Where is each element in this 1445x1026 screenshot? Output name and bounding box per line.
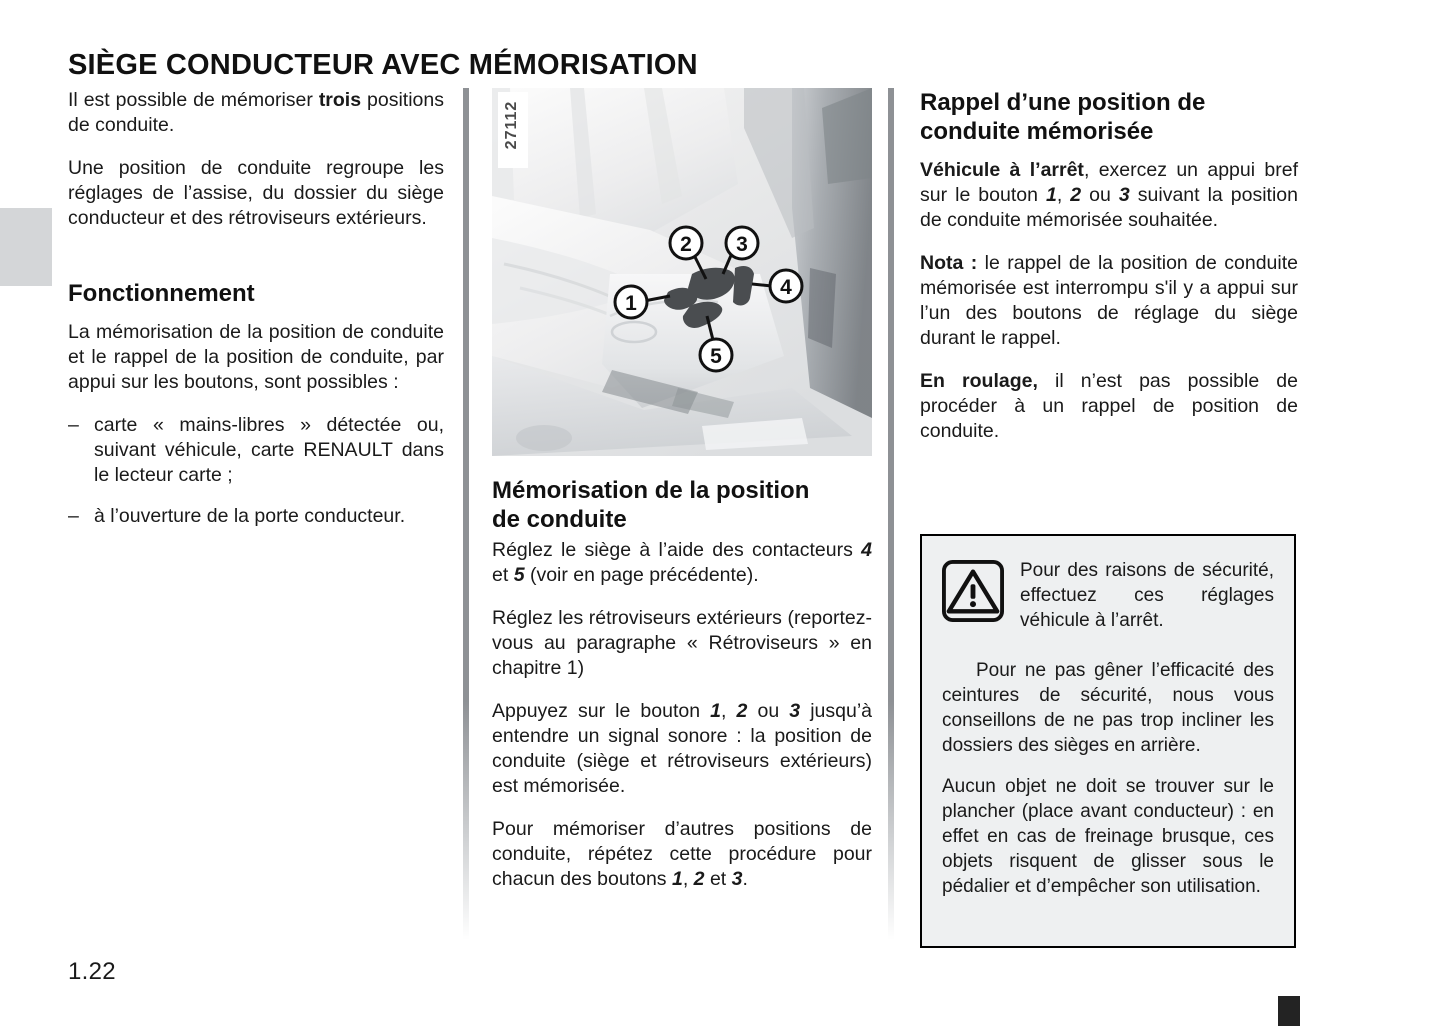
chapter-tab-marker <box>0 208 52 286</box>
column-divider-right <box>888 88 894 940</box>
mem-p1-c: (voir en page précédente). <box>524 564 759 586</box>
svg-text:2: 2 <box>680 233 692 256</box>
mem-p1-b: et <box>492 564 514 586</box>
rappel-p1-num-1: 1 <box>1045 184 1057 206</box>
svg-text:5: 5 <box>710 345 722 368</box>
heading-rappel <box>920 88 1298 146</box>
mem-p3-d: jusqu’à entendre un signal sonore : la position de conduite (siège et rétroviseurs extérieurs) est mémorisée. <box>492 700 873 797</box>
memorisation-paragraph-4 <box>492 817 872 892</box>
svg-text:1: 1 <box>625 292 637 315</box>
seat-photo-illustration <box>492 88 872 456</box>
safety-warning-box <box>920 534 1296 948</box>
intro-paragraph-1 <box>68 88 444 138</box>
rappel-paragraph-roulage <box>920 369 1298 444</box>
mem-p4-a: Pour mémoriser d’autres positions de conduite, répétez cette procédure pour chacun des boutons <box>492 818 872 890</box>
mem-p4-c: et <box>704 868 732 890</box>
heading-memorisation-line2: de conduite <box>492 506 627 533</box>
mem-p3-a: Appuyez sur le bouton <box>492 700 711 722</box>
nota-label: Nota : <box>920 252 978 274</box>
rappel-p1-num-2: 2 <box>1070 184 1082 206</box>
rappel-p1-b: , <box>1056 184 1071 206</box>
mem-p3-num-3: 3 <box>789 700 801 722</box>
mem-p4-num-3: 3 <box>731 868 743 890</box>
list-item-label: carte « mains-libres » détectée ou, suivant véhicule, carte RENAULT dans le lecteur carte ; <box>94 414 444 486</box>
svg-text:3: 3 <box>736 233 748 256</box>
heading-rappel-line1: Rappel d’une position de <box>920 89 1206 116</box>
memorisation-paragraph-1 <box>492 538 872 588</box>
mem-p4-d: . <box>742 868 748 890</box>
mem-p4-b: , <box>682 868 694 890</box>
callout-3 <box>726 227 758 259</box>
rappel-p1-c: ou <box>1081 184 1119 206</box>
callout-1 <box>615 286 647 318</box>
intro-p1-part-a: Il est possible de mémoriser <box>68 89 319 111</box>
heading-rappel-line2: conduite mémorisée <box>920 118 1154 145</box>
nota-text: le rappel de la position de conduite mémorisée est interrompu s'il y a appui sur l’un des boutons de réglage du siège durant le rappel. <box>920 252 1298 349</box>
page-number: 1.22 <box>68 958 116 985</box>
column-divider-left <box>463 88 469 940</box>
rappel-p1-a: , exercez un appui bref sur le bouton <box>920 159 1299 206</box>
page-corner-marker <box>1278 996 1300 1026</box>
left-column <box>68 88 444 545</box>
warning-triangle-icon <box>942 560 1004 622</box>
list-item-label: à l’ouverture de la porte conducteur. <box>94 505 406 527</box>
heading-memorisation <box>492 476 872 534</box>
middle-column <box>492 88 872 892</box>
rappel-paragraph-nota <box>920 251 1298 351</box>
mem-p4-num-2: 2 <box>693 868 705 890</box>
intro-p1-bold: trois <box>318 89 362 111</box>
intro-paragraph-2: Une position de conduite regroupe les réglages de l’assise, du dossier du siège conducteur et des rétroviseurs extérieurs. <box>68 157 444 229</box>
rappel-paragraph-1 <box>920 158 1298 233</box>
memorisation-paragraph-3 <box>492 699 872 799</box>
callout-2 <box>670 227 702 259</box>
mem-p1-a: Réglez le siège à l’aide des contacteurs <box>492 539 862 561</box>
heading-memorisation-line1: Mémorisation de la position <box>492 477 810 504</box>
mem-p3-num-1: 1 <box>710 700 722 722</box>
mem-p1-num-4: 4 <box>861 539 872 561</box>
roulage-label: En roulage, <box>920 370 1038 392</box>
rappel-p1-num-3: 3 <box>1118 184 1130 206</box>
seat-memory-controls-photo <box>492 88 872 456</box>
mem-p1-num-5: 5 <box>513 564 525 586</box>
warning-paragraph-2: Pour ne pas gêner l’efficacité des ceintures de sécurité, nous vous conseillons de ne pas trop incliner les dossiers des sièges en arrière. <box>942 660 1274 756</box>
left-column-spacer <box>68 249 444 279</box>
heading-fonctionnement: Fonctionnement <box>68 280 255 307</box>
right-column <box>920 88 1298 444</box>
mem-p3-num-2: 2 <box>736 700 748 722</box>
page-title: SIÈGE CONDUCTEUR AVEC MÉMORISATION <box>68 49 698 82</box>
memorisation-paragraph-2: Réglez les rétroviseurs extérieurs (reportez-vous au paragraphe « Rétroviseurs » en chapitre 1) <box>492 607 872 679</box>
photo-reference-label <box>498 92 528 168</box>
warning-paragraph-3: Aucun objet ne doit se trouver sur le plancher (place avant conducteur) : en effet en cas de freinage brusque, ces objets risquent de glisser sous le pédalier et d’empêcher son utilisation. <box>942 776 1274 897</box>
callout-4 <box>770 270 802 302</box>
warning-first-block <box>942 558 1274 658</box>
mem-p4-num-1: 1 <box>671 868 683 890</box>
intro-p1-part-b: positions de conduite. <box>68 89 444 136</box>
list-item <box>68 413 444 488</box>
fonctionnement-paragraph: La mémorisation de la position de conduite et le rappel de la position de conduite, par appui sur les boutons, sont possibles : <box>68 321 444 393</box>
rappel-p1-d: suivant la position de conduite mémorisée souhaitée. <box>920 184 1298 231</box>
mem-p3-b: , <box>721 700 737 722</box>
svg-text:4: 4 <box>780 276 792 299</box>
fonctionnement-list <box>68 413 444 529</box>
list-dash-icon: – <box>68 505 79 527</box>
mem-p3-c: ou <box>747 700 790 722</box>
list-dash-icon: – <box>68 414 79 436</box>
rappel-p1-bold: Véhicule à l’arrêt <box>920 159 1084 181</box>
photo-reference-number: 27112 <box>503 100 520 150</box>
warning-paragraph-1: Pour des raisons de sécurité, effectuez ces réglages véhicule à l’arrêt. <box>1020 560 1274 631</box>
list-item <box>68 504 444 529</box>
roulage-text: il n’est pas possible de procéder à un rappel de position de conduite. <box>920 370 1298 442</box>
callout-5 <box>700 339 732 371</box>
